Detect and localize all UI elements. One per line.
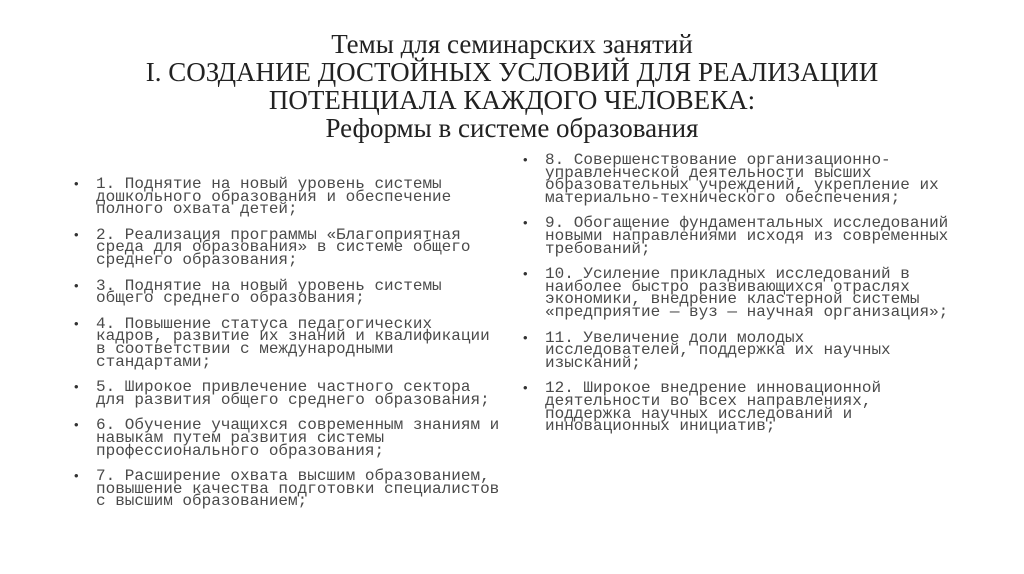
bullet-icon: •	[74, 176, 79, 191]
left-topic-list	[74, 175, 514, 521]
list-item-text: 6. Обучение учащихся современным знаниям и навыкам путем развития системы профессионального образования;	[96, 416, 500, 460]
list-item-text: 2. Реализация программы «Благоприятная среда для образования» в системе общего среднего образования;	[96, 225, 471, 269]
title-line-2: I. СОЗДАНИЕ ДОСТОЙНЫХ УСЛОВИЙ ДЛЯ РЕАЛИЗАЦИИ	[145, 57, 879, 87]
bullet-icon: •	[523, 380, 528, 396]
list-item-text: 1. Поднятие на новый уровень системы дошкольного образования и обеспечение полного охвата детей;	[96, 175, 452, 219]
list-item-text: 5. Широкое привлечение частного сектора для развития общего среднего образования;	[96, 378, 490, 409]
list-item	[74, 175, 514, 219]
list-item	[74, 467, 514, 511]
bullet-icon: •	[74, 417, 79, 433]
list-item	[523, 265, 963, 321]
bullet-icon: •	[74, 468, 79, 484]
list-item	[74, 225, 514, 269]
list-item	[74, 378, 514, 409]
title-line-4: Реформы в системе образования	[325, 113, 699, 143]
slide-title	[0, 30, 1024, 142]
list-item-text: 8. Совершенствование организационно- управленческой деятельности высших образовательных учреждений, укрепление их материально-технического обеспечения;	[545, 151, 939, 207]
list-item-text: 3. Поднятие на новый уровень системы общего среднего образования;	[96, 276, 442, 308]
list-item-text: 9. Обогащение фундаментальных исследований новыми направлениями исходя из современных требований;	[545, 214, 949, 258]
title-line-1: Темы для семинарских занятий	[331, 29, 693, 59]
list-item-text: 7. Расширение охвата высшим образованием, повышение качества подготовки специалистов с высшим образованием;	[96, 467, 500, 511]
bullet-icon: •	[523, 266, 528, 282]
list-item-text: 12. Широкое внедрение инновационной деятельности во всех направлениях, поддержка научных исследований и инновационных инициатив;	[545, 379, 882, 436]
bullet-icon: •	[74, 315, 79, 331]
list-item	[74, 314, 514, 371]
bullet-icon: •	[74, 277, 79, 293]
list-item-text: 11. Увеличение доли молодых исследователей, поддержка их научных изысканий;	[545, 328, 891, 372]
bullet-icon: •	[74, 226, 79, 242]
list-item-text: 4. Повышение статуса педагогических кадров, развитие их знаний и квалификации в соответствии с международными стандартами;	[96, 314, 490, 371]
list-item	[523, 328, 963, 372]
list-item	[523, 379, 963, 436]
bullet-icon: •	[74, 379, 79, 395]
list-item	[74, 276, 514, 308]
list-item	[523, 151, 963, 207]
title-line-3: ПОТЕНЦИАЛА КАЖДОГО ЧЕЛОВЕКА:	[268, 85, 756, 115]
right-topic-list	[523, 151, 963, 446]
bullet-icon: •	[523, 215, 528, 231]
list-item-text: 10. Усиление прикладных исследований в наиболее быстро развивающихся отраслях экономики, внедрение кластерной системы «предприятие — вуз — научная организация»;	[545, 265, 949, 321]
list-item	[74, 416, 514, 460]
list-item	[523, 214, 963, 258]
bullet-icon: •	[523, 152, 528, 167]
bullet-icon: •	[523, 329, 528, 345]
